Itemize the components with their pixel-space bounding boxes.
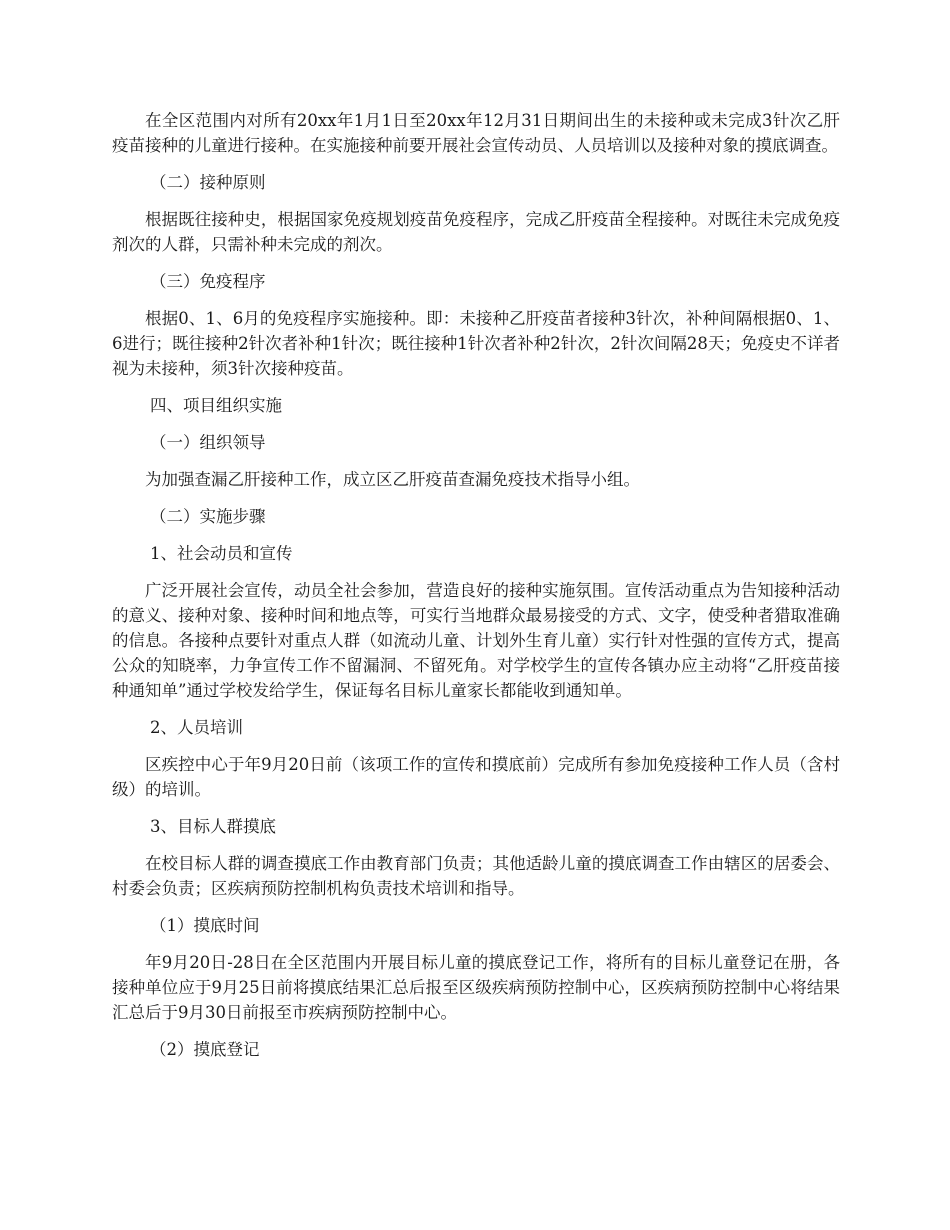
paragraph-organization-leadership: 为加强查漏乙肝接种工作，成立区乙肝疫苗查漏免疫技术指导小组。 xyxy=(145,470,640,489)
paragraph-staff-training: 区疾控中心于年9月20日前（该项工作的宣传和摸底前）完成所有参加免疫接种工作人员（含村级）的培训。 xyxy=(112,755,840,799)
heading-social-mobilization: 1、社会动员和宣传 xyxy=(150,544,293,563)
heading-project-implementation: 四、项目组织实施 xyxy=(150,396,282,415)
heading-survey-time: （1）摸底时间 xyxy=(150,916,260,935)
heading-vaccination-principle: （二）接种原则 xyxy=(150,173,266,192)
heading-target-survey: 3、目标人群摸底 xyxy=(150,817,276,836)
heading-survey-registration: （2）摸底登记 xyxy=(150,1040,260,1059)
heading-staff-training: 2、人员培训 xyxy=(150,718,243,737)
paragraph-immunization-schedule: 根据0、1、6月的免疫程序实施接种。即：未接种乙肝疫苗者接种3针次，补种间隔根据0、1、6进行；既往接种2针次者补种1针次；既往接种1针次者补种2针次，2针次间隔28天；免疫史不详者视为未接种，须3针次接种疫苗。 xyxy=(112,309,840,378)
document-body xyxy=(112,108,840,1074)
heading-organization-leadership: （一）组织领导 xyxy=(150,433,266,452)
paragraph-survey-time: 年9月20日-28日在全区范围内开展目标儿童的摸底登记工作，将所有的目标儿童登记在册，各接种单位应于9月25日前将摸底结果汇总后报至区级疾病预防控制中心，区疾病预防控制中心将结果汇总后于9月30日前报至市疾病预防控制中心。 xyxy=(112,953,840,1022)
heading-implementation-steps: （二）实施步骤 xyxy=(150,507,266,526)
paragraph-social-mobilization: 广泛开展社会宣传，动员全社会参加，营造良好的接种实施氛围。宣传活动重点为告知接种活动的意义、接种对象、接种时间和地点等，可实行当地群众最易接受的方式、文字，使受种者猎取准确的信息。各接种点要针对重点人群（如流动儿童、计划外生育儿童）实行针对性强的宣传方式，提高公众的知晓率，力争宣传工作不留漏洞、不留死角。对学校学生的宣传各镇办应主动将“乙肝疫苗接种通知单”通过学校发给学生，保证每名目标儿童家长都能收到通知单。 xyxy=(112,581,840,700)
paragraph-vaccination-scope: 在全区范围内对所有20xx年1月1日至20xx年12月31日期间出生的未接种或未完成3针次乙肝疫苗接种的儿童进行接种。在实施接种前要开展社会宣传动员、人员培训以及接种对象的摸底调查。 xyxy=(112,111,840,155)
heading-immunization-schedule: （三）免疫程序 xyxy=(150,272,266,291)
paragraph-vaccination-principle: 根据既往接种史，根据国家免疫规划疫苗免疫程序，完成乙肝疫苗全程接种。对既往未完成免疫剂次的人群，只需补种未完成的剂次。 xyxy=(112,210,840,254)
paragraph-target-survey: 在校目标人群的调查摸底工作由教育部门负责；其他适龄儿童的摸底调查工作由辖区的居委会、村委会负责；区疾病预防控制机构负责技术培训和指导。 xyxy=(112,854,840,898)
